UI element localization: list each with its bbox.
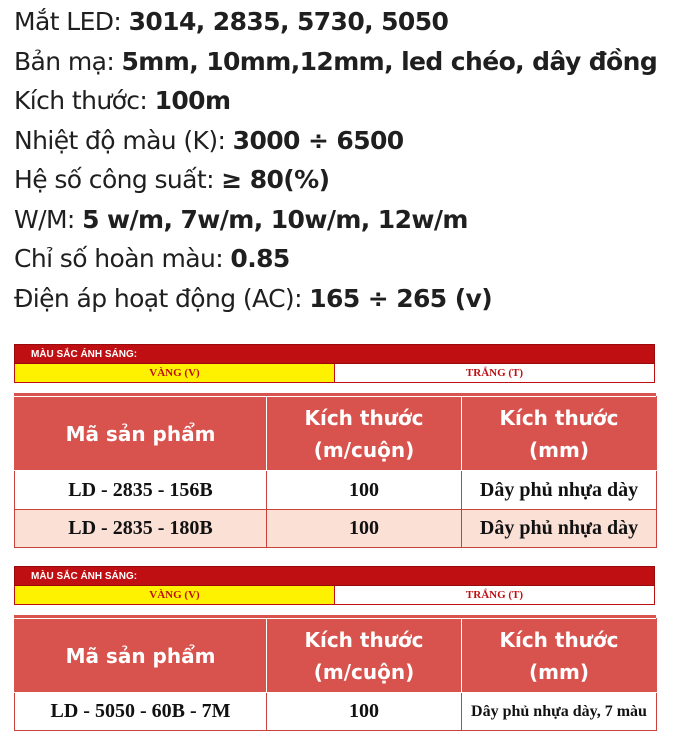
product-table-2 — [14, 618, 657, 731]
col-length-line2: (m/cuộn) — [313, 659, 415, 684]
spec-label: Mắt LED: — [14, 7, 129, 36]
spec-value: 5mm, 10mm,12mm, led chéo, dây đồng — [121, 46, 658, 76]
col-product-code: Mã sản phẩm — [15, 397, 267, 471]
color-selector-1 — [14, 344, 655, 383]
table-row — [15, 510, 657, 548]
cell-code: LD - 5050 - 60B - 7M — [15, 693, 267, 731]
spec-cri — [14, 239, 657, 279]
spec-label: Bản mạ: — [14, 46, 122, 76]
cell-desc: Dây phủ nhựa dày — [462, 510, 657, 548]
table-row — [15, 693, 657, 731]
spec-value: 165 ÷ 265 (v) — [309, 283, 493, 313]
col-size — [462, 619, 657, 693]
color-selector-2 — [14, 566, 655, 605]
col-size-line1: Kích thước — [499, 405, 619, 430]
color-header: MÀU SẮC ÁNH SÁNG: — [14, 566, 655, 586]
cell-code: LD - 2835 - 156B — [15, 471, 267, 510]
spec-label: W/M: — [14, 204, 83, 234]
spec-power-factor — [14, 160, 657, 200]
spec-list — [14, 2, 657, 318]
color-option-white[interactable]: TRẮNG (T) — [335, 586, 654, 604]
color-options — [14, 364, 655, 383]
spec-value: 0.85 — [230, 244, 290, 273]
cell-length: 100 — [267, 510, 462, 548]
col-length-line1: Kích thước — [304, 405, 424, 430]
table-row — [15, 471, 657, 510]
spec-voltage — [14, 279, 657, 319]
col-product-code: Mã sản phẩm — [15, 619, 267, 693]
cell-desc: Dây phủ nhựa dày — [462, 471, 657, 510]
product-table-1 — [14, 396, 657, 548]
spec-led-chip — [14, 2, 657, 42]
cell-length: 100 — [267, 693, 462, 731]
spec-value: 5 w/m, 7w/m, 10w/m, 12w/m — [82, 204, 468, 234]
spec-color-temp — [14, 121, 657, 161]
spec-value: ≥ 80(%) — [221, 165, 330, 194]
spec-size — [14, 81, 657, 121]
col-length-line1: Kích thước — [304, 627, 424, 652]
spec-label: Điện áp hoạt động (AC): — [14, 283, 310, 313]
spec-label: Chỉ số hoàn màu: — [14, 244, 231, 273]
spec-value: 3000 ÷ 6500 — [232, 125, 404, 155]
spec-label: Hệ số công suất: — [14, 165, 222, 194]
table-header-row — [15, 619, 657, 693]
color-option-white[interactable]: TRẮNG (T) — [335, 364, 654, 382]
color-option-yellow[interactable]: VÀNG (V) — [15, 586, 335, 604]
cell-length: 100 — [267, 471, 462, 510]
spec-label: Kích thước: — [14, 86, 155, 115]
col-size-line2: (mm) — [529, 659, 589, 684]
spec-watt-per-meter — [14, 200, 657, 240]
col-size-line1: Kích thước — [499, 627, 619, 652]
spec-label: Nhiệt độ màu (K): — [14, 125, 233, 155]
color-options — [14, 586, 655, 605]
col-size-line2: (mm) — [529, 437, 589, 462]
table-header-row — [15, 397, 657, 471]
cell-code: LD - 2835 - 180B — [15, 510, 267, 548]
color-option-yellow[interactable]: VÀNG (V) — [15, 364, 335, 382]
col-length — [267, 619, 462, 693]
col-length-line2: (m/cuộn) — [313, 437, 415, 462]
spec-value: 3014, 2835, 5730, 5050 — [128, 7, 449, 36]
spec-board — [14, 42, 657, 82]
col-length — [267, 397, 462, 471]
color-header: MÀU SẮC ÁNH SÁNG: — [14, 344, 655, 364]
col-size — [462, 397, 657, 471]
cell-desc: Dây phủ nhựa dày, 7 màu — [462, 693, 657, 731]
spec-value: 100m — [154, 86, 231, 115]
